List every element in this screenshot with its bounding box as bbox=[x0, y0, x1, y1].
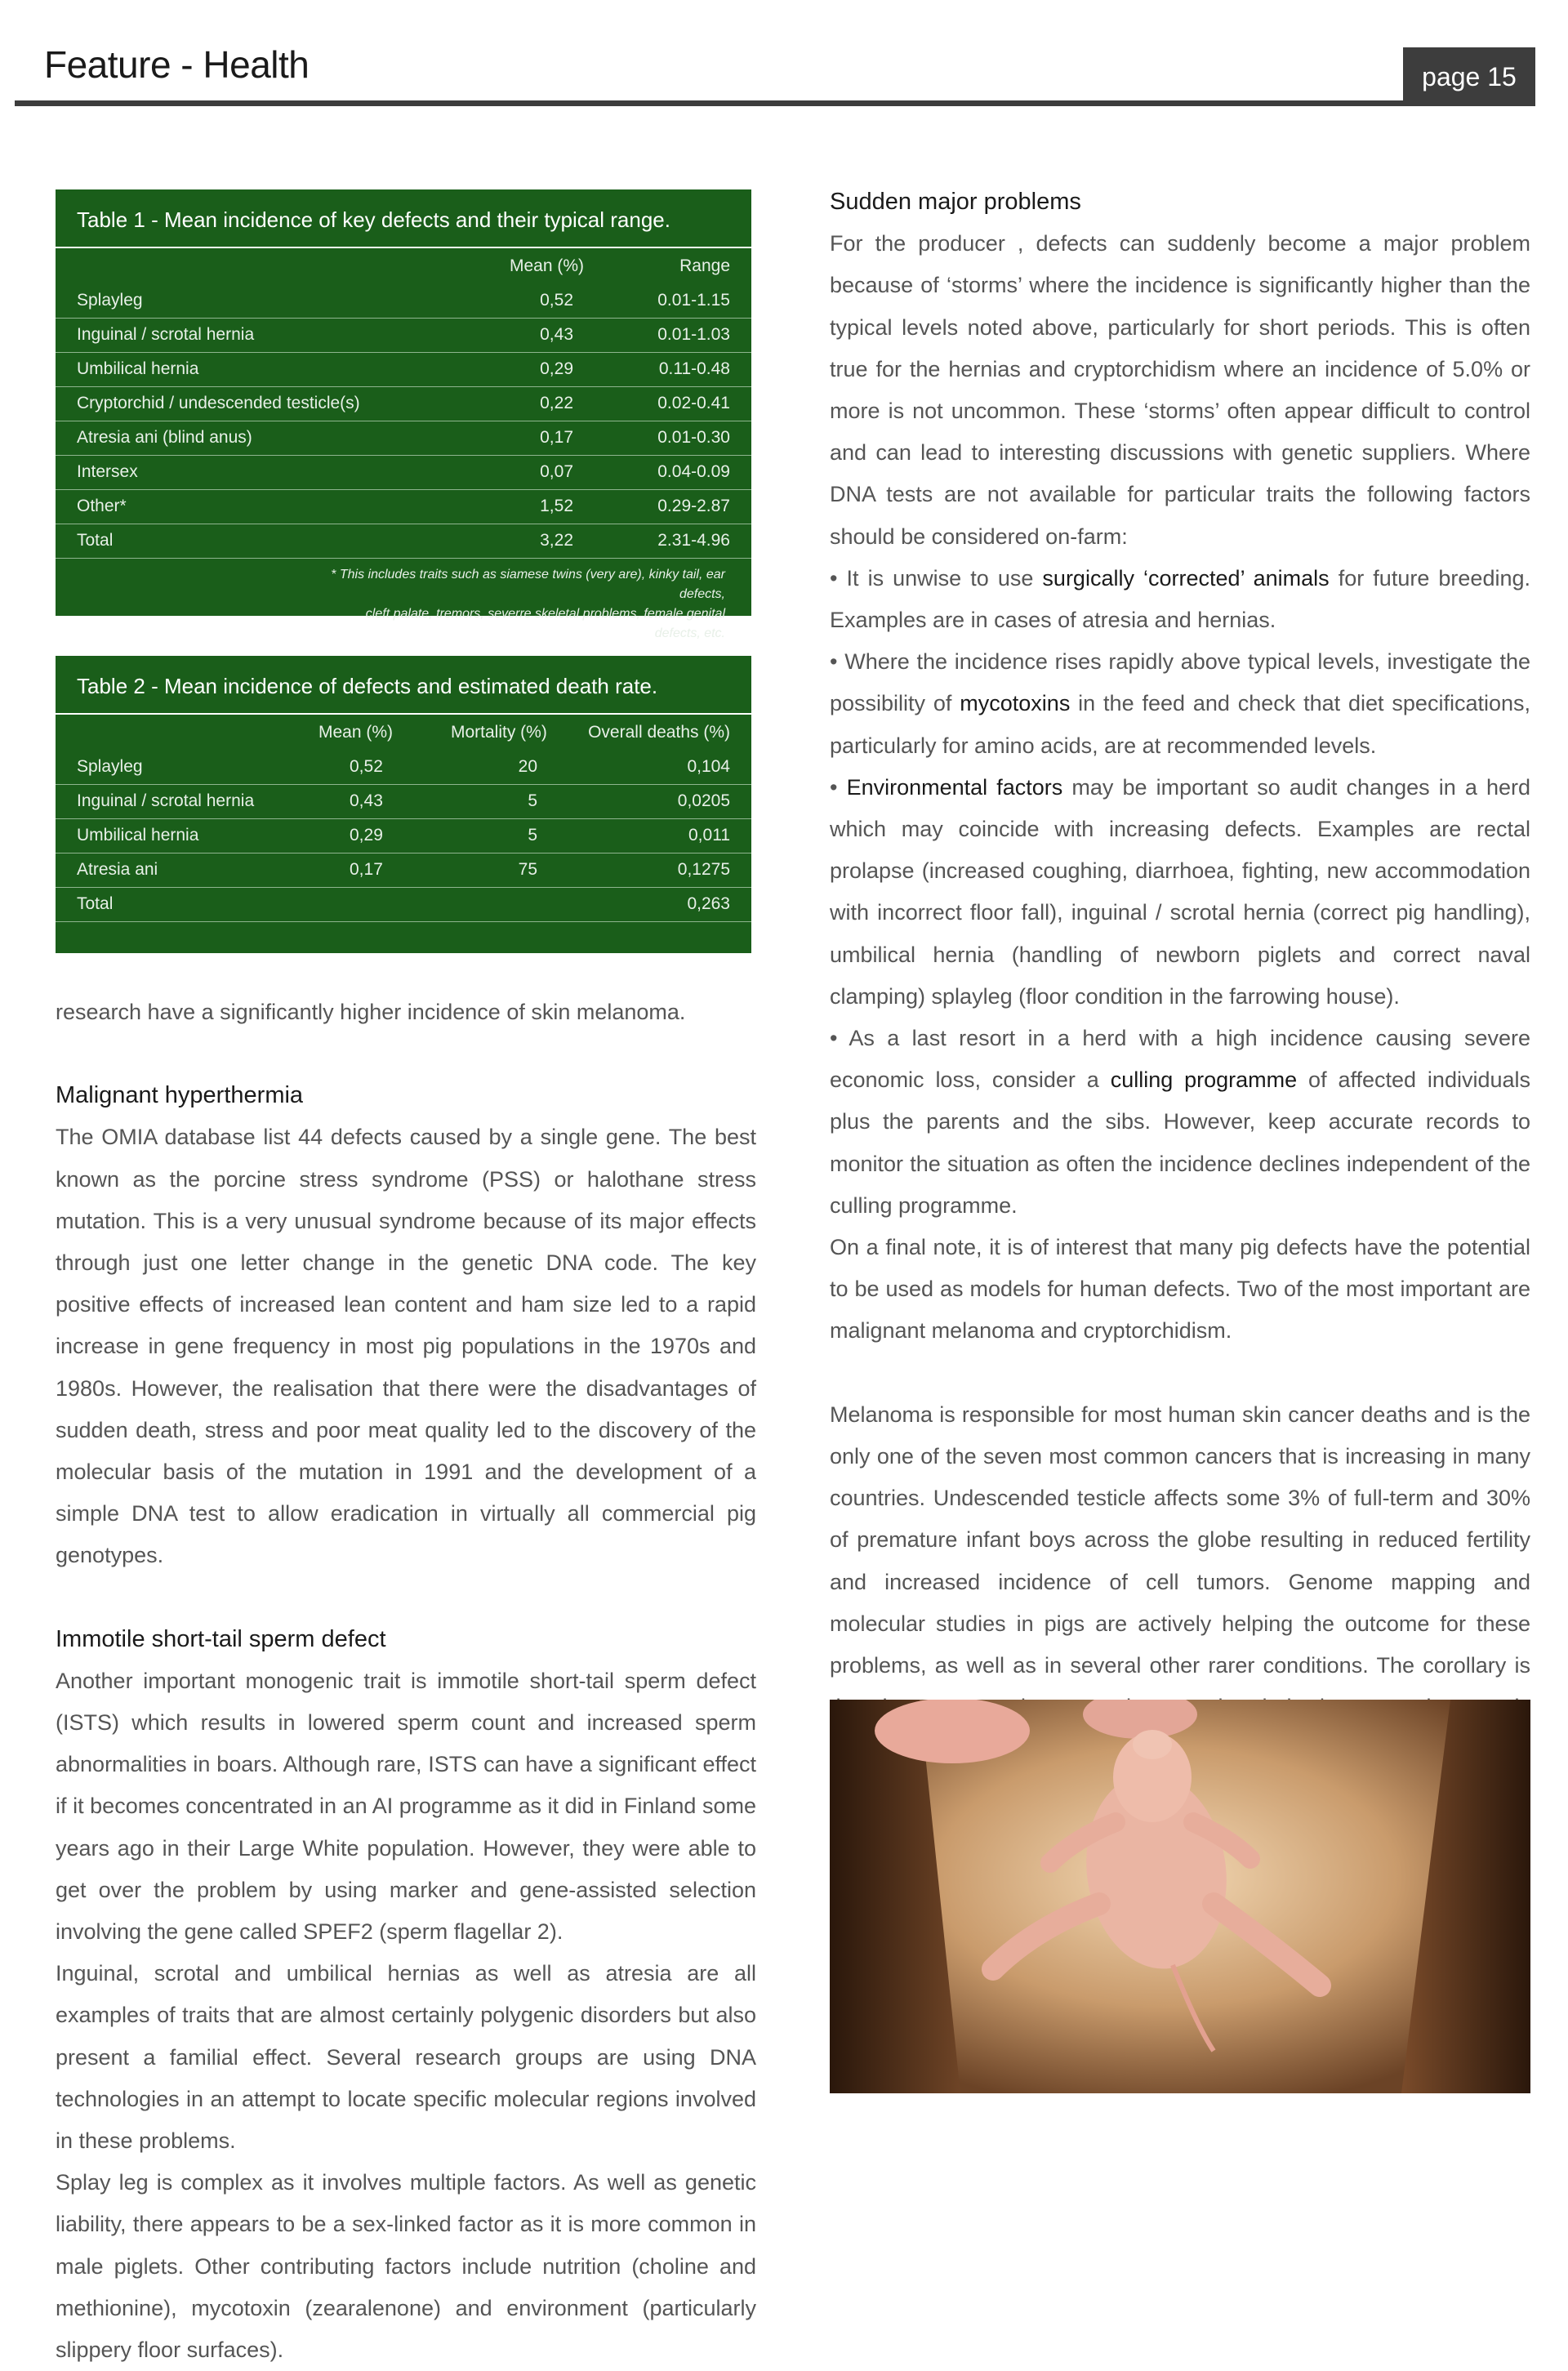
highlight-term: mycotoxins bbox=[960, 691, 1071, 716]
table-row bbox=[56, 421, 751, 456]
table-cell-range: 0.29-2.87 bbox=[657, 497, 730, 515]
table-cell-defect: Umbilical hernia bbox=[77, 826, 199, 845]
table-row bbox=[56, 785, 751, 819]
table-1-footnote bbox=[325, 565, 725, 644]
table-row bbox=[56, 353, 751, 387]
table-row-total bbox=[56, 524, 751, 559]
table-row bbox=[56, 751, 751, 785]
table-cell-defect: Inguinal / scrotal hernia bbox=[77, 325, 255, 344]
table-row bbox=[56, 490, 751, 524]
table-2-col-overall: Overall deaths (%) bbox=[588, 723, 730, 742]
table-cell-mean: 0,52 bbox=[540, 291, 573, 310]
table-cell-defect: Atresia ani bbox=[77, 860, 158, 879]
table-cell-defect: Cryptorchid / undescended testicle(s) bbox=[77, 394, 360, 412]
heading-sudden-major-problems: Sudden major problems bbox=[830, 189, 1081, 215]
table-cell-defect: Umbilical hernia bbox=[77, 359, 199, 378]
heading-ists: Immotile short-tail sperm defect bbox=[56, 1625, 386, 1652]
heading-malignant-hyperthermia: Malignant hyperthermia bbox=[56, 1082, 304, 1109]
bullet-item: • Where the incidence rises rapidly above typical levels, investigate the possibility of mycotoxins in the feed and check that diet specifications, particularly for amino acids, are at recommended levels. bbox=[830, 649, 1530, 758]
table-cell-overall: 0,011 bbox=[688, 826, 730, 845]
table-cell-mortality: 5 bbox=[528, 791, 537, 810]
table-1 bbox=[56, 189, 751, 640]
table-cell-range: 2.31-4.96 bbox=[657, 531, 730, 550]
table-cell-defect: Total bbox=[77, 531, 114, 550]
bullet-item: • As a last resort in a herd with a high incidence causing severe economic loss, consider a culling programme of affected individuals plus the parents and the sibs. However, keep accurate records to monitor the situation as often the incidence declines independent of the culling programme. bbox=[830, 1026, 1530, 1218]
table-cell-overall: 0,263 bbox=[687, 894, 730, 913]
table-1-col-range: Range bbox=[679, 256, 730, 275]
table-2-col-mean: Mean (%) bbox=[318, 723, 394, 742]
table-cell-range: 0.01-0.30 bbox=[657, 428, 730, 447]
bullet-item: • Environmental factors may be important so audit changes in a herd which may coincide with increasing defects. Examples are rectal prolapse (increased coughing, diarrhoea, fighting, new accommodation with incorrect floor fall), inguinal / scrotal hernia (correct pig handling), umbilical hernia (handling of newborn piglets and correct naval clamping) splayleg (floor condition in the farrowing house). bbox=[830, 774, 1530, 1009]
table-1-col-mean: Mean (%) bbox=[510, 256, 585, 275]
table-cell-defect: Splayleg bbox=[77, 291, 143, 310]
table-row bbox=[56, 387, 751, 421]
highlight-term: surgically ‘corrected’ animals bbox=[1042, 565, 1330, 591]
table-row bbox=[56, 284, 751, 319]
table-cell-mean: 0,22 bbox=[540, 394, 573, 412]
table-cell-mortality: 20 bbox=[518, 757, 537, 776]
table-cell-mean: 0,17 bbox=[540, 428, 573, 447]
footnote-line: cleft palate, tremors, severre skeletal problems, female genital defects, etc. bbox=[365, 607, 725, 640]
header-rule bbox=[15, 100, 1405, 106]
table-2-col-mortality: Mortality (%) bbox=[451, 723, 547, 742]
table-cell-range: 0.02-0.41 bbox=[657, 394, 730, 412]
table-row bbox=[56, 456, 751, 490]
table-cell-mortality: 75 bbox=[518, 860, 537, 879]
table-cell-defect: Atresia ani (blind anus) bbox=[77, 428, 252, 447]
table-cell-range: 0.01-1.03 bbox=[657, 325, 730, 344]
bullet-item: • It is unwise to use surgically ‘corrected’ animals for future breeding. Examples are in cases of atresia and hernias. bbox=[830, 565, 1530, 633]
table-cell-mean: 0,29 bbox=[540, 359, 573, 378]
table-2-caption: Table 2 - Mean incidence of defects and estimated death rate. bbox=[77, 674, 658, 698]
table-1-caption: Table 1 - Mean incidence of key defects and their typical range. bbox=[77, 207, 670, 232]
table-cell-mean: 0,43 bbox=[350, 791, 383, 810]
table-cell-mean: 3,22 bbox=[540, 531, 573, 550]
table-cell-defect: Splayleg bbox=[77, 757, 143, 776]
table-cell-overall: 0,104 bbox=[687, 757, 730, 776]
table-cell-range: 0.04-0.09 bbox=[657, 462, 730, 481]
highlight-term: Environmental factors bbox=[846, 774, 1063, 800]
piglet-illustration bbox=[830, 1700, 1530, 2093]
table-cell-mean: 0,29 bbox=[350, 826, 383, 845]
table-cell-mortality: 5 bbox=[528, 826, 537, 845]
table-cell-defect: Other* bbox=[77, 497, 127, 515]
paragraph: The OMIA database list 44 defects caused by a single gene. The best known as the porcine stress syndrome (PSS) or halothane stress mutation. This is a very unusual syndrome because of its major effects through just one letter change in the genetic DNA code. The key positive effects of increased lean content and ham size led to a rapid increase in gene frequency in most pig populations in the 1970s and 1980s. However, the realisation that there were the disadvantages of sudden death, stress and poor meat quality led to the discovery of the molecular basis of the mutation in 1991 and the development of a simple DNA test to allow eradication in virtually all commercial pig genotypes. bbox=[56, 1125, 756, 1568]
table-cell-defect: Intersex bbox=[77, 462, 138, 481]
highlight-term: culling programme bbox=[1110, 1067, 1298, 1093]
right-column bbox=[830, 181, 1530, 1854]
table-cell-range: 0.01-1.15 bbox=[657, 291, 730, 310]
paragraph: Melanoma is responsible for most human skin cancer deaths and is the only one of the seven most common cancers that is increasing in many countries. Undescended testicle affects some 3% of full-term and 30% of premature infant boys across the globe resulting in reduced fertility and increased incidence of cell tumors. Genome mapping and molecular studies in pigs are actively helping the outcome for these problems, as well as in several other rarer conditions. The corollary is bbox=[830, 1402, 1530, 1678]
table-cell-mean: 0,07 bbox=[540, 462, 573, 481]
intro-paragraph: research have a significantly higher incidence of skin melanoma. bbox=[56, 1000, 686, 1024]
paragraph: Another important monogenic trait is immotile short-tail sperm defect (ISTS) which results in lowered sperm count and increased sperm abnormalities in boars. Although rare, ISTS can have a significant effect if it becomes concentrated in an AI programme as it did in Finland some years ago in their Large White population. However, they were able to get over the problem by using marker and gene-assisted selection involving the gene called SPEF2 (sperm flagellar 2). bbox=[56, 1668, 756, 1945]
table-row bbox=[56, 853, 751, 888]
page-number: page 15 bbox=[1403, 47, 1535, 106]
table-cell-mean: 0,43 bbox=[540, 325, 573, 344]
paragraph: Splay leg is complex as it involves multiple factors. As well as genetic liability, there appears to be a sex-linked factor as it is more common in male piglets. Other contributing factors include nutrition (choline and methionine), mycotoxin (zearalenone) and environment (particularly slippery floor surfaces). bbox=[56, 2170, 756, 2363]
table-cell-range: 0.11-0.48 bbox=[658, 359, 730, 378]
paragraph: Inguinal, scrotal and umbilical hernias as well as atresia are all examples of traits that are almost certainly polygenic disorders but also present a familial effect. Several research groups are using DNA technologies in an attempt to locate specific molecular regions involved in these problems. bbox=[56, 1961, 756, 2154]
table-1-header-rule bbox=[56, 247, 751, 248]
table-cell-defect: Total bbox=[77, 894, 114, 913]
table-row bbox=[56, 319, 751, 353]
table-cell-overall: 0,0205 bbox=[677, 791, 730, 810]
table-cell-mean: 1,52 bbox=[540, 497, 573, 515]
paragraph: For the producer , defects can suddenly become a major problem because of ‘storms’ where the incidence is significantly higher than the typical levels noted above, particularly for short periods. This is often true for the hernias and cryptorchidism where an incidence of 5.0% or more is not uncommon. These ‘storms’ often appear difficult to control and can lead to interesting discussions with genetic suppliers. Where DNA tests are not available for particular traits the following factors should be considered on-farm: bbox=[830, 231, 1530, 549]
section-title: Feature - Health bbox=[44, 43, 310, 86]
table-row bbox=[56, 819, 751, 853]
table-cell-mean: 0,17 bbox=[350, 860, 383, 879]
table-2 bbox=[56, 656, 751, 953]
table-2-header-rule bbox=[56, 713, 751, 715]
footnote-line: * This includes traits such as siamese twins (very are), kinky tail, ear defects, bbox=[331, 568, 725, 601]
left-column bbox=[56, 992, 756, 2371]
table-cell-mean: 0,52 bbox=[350, 757, 383, 776]
table-cell-defect: Inguinal / scrotal hernia bbox=[77, 791, 255, 810]
table-row-total bbox=[56, 888, 751, 922]
table-cell-overall: 0,1275 bbox=[677, 860, 730, 879]
piglet-photo bbox=[830, 1700, 1530, 2093]
paragraph: On a final note, it is of interest that many pig defects have the potential to be used as models for human defects. Two of the most important are malignant melanoma and cryptorchidism. bbox=[830, 1235, 1530, 1344]
